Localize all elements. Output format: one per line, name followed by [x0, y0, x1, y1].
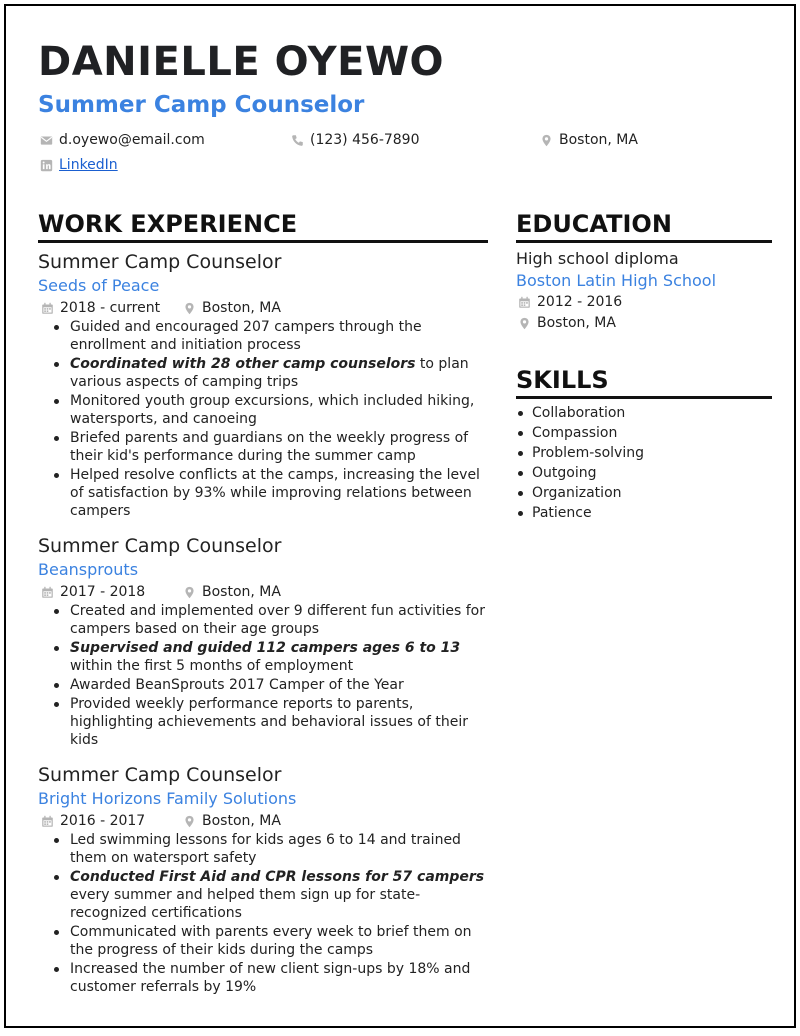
job-location-text: Boston, MA [202, 584, 281, 600]
map-pin-icon [183, 302, 196, 315]
education-location [516, 313, 772, 334]
map-pin-icon [183, 815, 196, 828]
job-bullets [38, 831, 488, 996]
phone-text: (123) 456-7890 [310, 132, 420, 148]
linkedin-icon [40, 159, 53, 172]
bullet-item: Increased the number of new client sign-ups by 18% and customer referrals by 19% [52, 960, 488, 996]
education-degree: High school diploma [516, 249, 679, 268]
bullet-item: Conducted First Aid and CPR lessons for 57 campers every summer and helped them sign up for state-recognized certifications [52, 868, 488, 922]
job-entry [38, 534, 488, 749]
map-pin-icon [518, 317, 531, 330]
education-heading: EDUCATION [516, 210, 672, 238]
job-dates-text: 2017 - 2018 [60, 584, 146, 600]
contact-email [40, 133, 205, 147]
candidate-title: Summer Camp Counselor [38, 92, 365, 118]
bullet-item: Monitored youth group excursions, which included hiking, watersports, and canoeing [52, 392, 488, 428]
job-location [183, 582, 281, 602]
job-title: Summer Camp Counselor [38, 764, 282, 786]
education-entry [516, 248, 772, 334]
bullet-item: Communicated with parents every week to brief them on the progress of their kids during the camps [52, 923, 488, 959]
email-text[interactable]: d.oyewo@email.com [59, 132, 205, 148]
job-location [183, 811, 281, 831]
envelope-icon [40, 134, 53, 147]
job-dates-text: 2018 - current [60, 300, 161, 316]
candidate-name: DANIELLE OYEWO [38, 39, 445, 85]
resume-page [4, 4, 796, 1028]
skill-item: Collaboration [516, 403, 772, 423]
contact-linkedin [40, 158, 118, 172]
contact-phone [291, 133, 420, 147]
calendar-icon [518, 296, 531, 309]
job-bullets [38, 602, 488, 749]
work-experience-heading: WORK EXPERIENCE [38, 210, 298, 238]
job-entry [38, 250, 488, 520]
work-experience-rule [38, 240, 488, 243]
job-meta [38, 298, 488, 318]
map-pin-icon [540, 134, 553, 147]
job-dates [41, 811, 183, 831]
skills-heading: SKILLS [516, 366, 609, 394]
skill-item: Organization [516, 483, 772, 503]
job-meta [38, 811, 488, 831]
linkedin-link[interactable]: LinkedIn [59, 157, 118, 173]
skills-list [516, 403, 772, 523]
bullet-item: Created and implemented over 9 different fun activities for campers based on their age groups [52, 602, 488, 638]
job-dates-text: 2016 - 2017 [60, 813, 146, 829]
phone-icon [291, 134, 304, 147]
education-dates [516, 292, 772, 313]
skills-rule [516, 396, 772, 399]
education-school: Boston Latin High School [516, 271, 717, 290]
skill-item: Compassion [516, 423, 772, 443]
bullet-item: Guided and encouraged 207 campers through the enrollment and initiation process [52, 318, 488, 354]
job-title: Summer Camp Counselor [38, 251, 282, 273]
skills-container [516, 403, 772, 523]
bullet-item: Provided weekly performance reports to parents, highlighting achievements and behavioral issues of their kids [52, 695, 488, 749]
calendar-icon [41, 815, 54, 828]
contact-location [540, 133, 638, 147]
bullet-item: Coordinated with 28 other camp counselors to plan various aspects of camping trips [52, 355, 488, 391]
job-dates [41, 298, 183, 318]
skill-item: Outgoing [516, 463, 772, 483]
location-text: Boston, MA [559, 132, 638, 148]
calendar-icon [41, 302, 54, 315]
bullet-item: Awarded BeanSprouts 2017 Camper of the Year [52, 676, 488, 694]
education-location-text: Boston, MA [537, 315, 616, 331]
bullet-item: Led swimming lessons for kids ages 6 to 14 and trained them on watersport safety [52, 831, 488, 867]
skill-item: Problem-solving [516, 443, 772, 463]
job-company: Bright Horizons Family Solutions [38, 789, 297, 808]
job-meta [38, 582, 488, 602]
bullet-item: Briefed parents and guardians on the weekly progress of their kid's performance during the summer camp [52, 429, 488, 465]
work-experience-list [38, 250, 488, 1010]
job-title: Summer Camp Counselor [38, 535, 282, 557]
job-entry [38, 763, 488, 996]
job-dates [41, 582, 183, 602]
job-bullets [38, 318, 488, 520]
calendar-icon [41, 586, 54, 599]
education-rule [516, 240, 772, 243]
job-company: Beansprouts [38, 560, 139, 579]
job-location [183, 298, 281, 318]
job-company: Seeds of Peace [38, 276, 160, 295]
bullet-item: Supervised and guided 112 campers ages 6 to 13 within the first 5 months of employment [52, 639, 488, 675]
map-pin-icon [183, 586, 196, 599]
skill-item: Patience [516, 503, 772, 523]
job-location-text: Boston, MA [202, 813, 281, 829]
education-dates-text: 2012 - 2016 [537, 294, 623, 310]
bullet-item: Helped resolve conflicts at the camps, increasing the level of satisfaction by 93% while improving relations between campers [52, 466, 488, 520]
job-location-text: Boston, MA [202, 300, 281, 316]
